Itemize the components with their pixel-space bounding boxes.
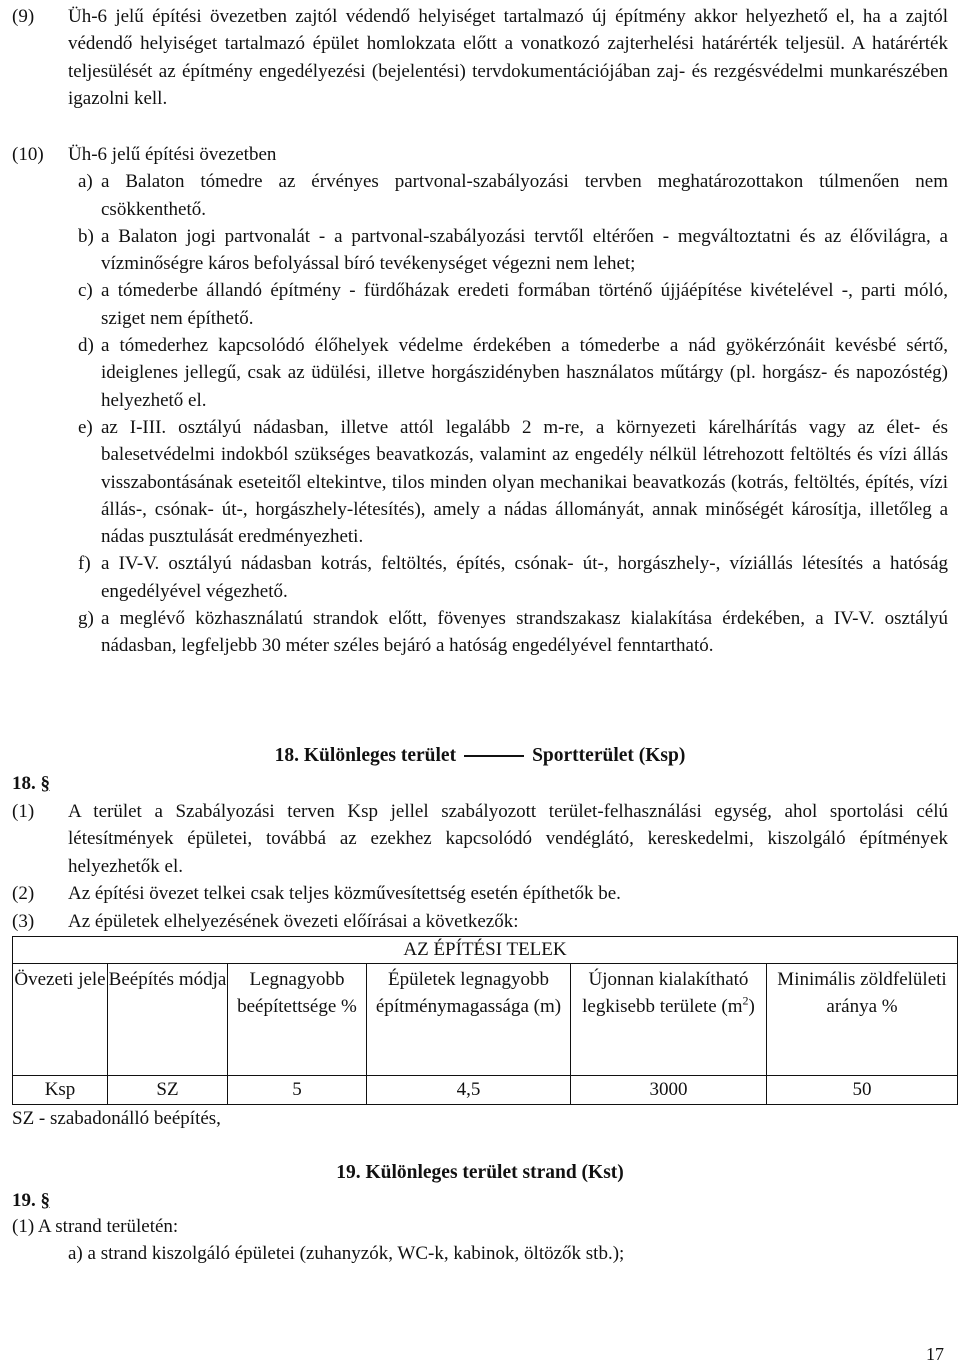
paragraph-number: (10) [12, 144, 44, 165]
zoning-table [12, 936, 958, 1105]
table-cell: Ksp [13, 1076, 108, 1105]
paragraph-text: A terület a Szabályozási terven Ksp jellel szabályozott terület-felhasználási egység, ahol sportolási célú létesítmények épületei, továbbá az ezekhez kapcsolódó vendéglátó, kereskedelmi, kiszolgáló építmények helyezhetők el. [68, 801, 948, 877]
section-19-number [12, 1187, 50, 1214]
table-header: Minimális zöldfelületi aránya % [767, 964, 958, 1076]
list-item-label: g) [78, 608, 94, 630]
list-item-text: a tómederbe állandó építmény - fürdőházak eredeti formában történő újjáépítése kivételével -, parti móló, sziget nem építhető. [101, 280, 948, 329]
section-19-heading: 19. Különleges terület strand (Kst) [336, 1162, 624, 1183]
paragraph-number: (9) [12, 6, 35, 27]
paragraph-text: Az építési övezet telkei csak teljes közművesítettség esetén építhetők be. [68, 883, 621, 904]
table-title: AZ ÉPÍTÉSI TELEK [13, 937, 958, 964]
list-item-text: a Balaton jogi partvonalát - a partvonal-szabályozási tervtől eltérően - megváltoztatni és az élővilágra, a vízminőségre káros befolyással bíró tevékenységet végezni nem lehet; [101, 225, 948, 275]
list-item-label: c) [78, 280, 93, 302]
paragraph-10 [12, 141, 948, 660]
table-header: Beépítés módja [108, 964, 228, 1076]
list-item-label: d) [78, 335, 94, 357]
section-18-paragraph-3 [12, 908, 948, 935]
table-header: Övezeti jele [13, 964, 108, 1076]
section-19-item-a: a) a strand kiszolgáló épületei (zuhanyzók, WC-k, kabinok, öltözők stb.); [68, 1243, 625, 1264]
list-item-label: b) [78, 225, 94, 247]
section-number: 18. [12, 773, 36, 794]
section-18-paragraph-2 [12, 880, 948, 907]
section-18-number [12, 770, 50, 797]
paragraph-intro: Üh-6 jelű építési övezetben [68, 144, 277, 165]
paragraph-9 [12, 3, 948, 112]
page-number: 17 [926, 1344, 944, 1364]
table-cell: 50 [767, 1076, 958, 1105]
heading-part-2: Sportterület (Ksp) [532, 745, 686, 766]
section-19-paragraph-1: (1) A strand területén: [12, 1216, 179, 1237]
list-item-label: a) [78, 171, 93, 193]
list-item-text: a IV-V. osztályú nádasban kotrás, feltöltés, építés, csónak- út-, horgászhely-, víziállás létesítés a hatóság engedélyével végezhető. [101, 553, 948, 602]
closing-paren: ) [748, 996, 755, 1018]
paragraph-number: (3) [12, 911, 35, 932]
list-item [68, 223, 948, 278]
table-cell: 3000 [571, 1076, 767, 1105]
heading-dash [464, 755, 524, 757]
table-row [13, 1076, 958, 1105]
paragraph-number: (2) [12, 883, 35, 904]
table-footnote: SZ - szabadonálló beépítés, [12, 1108, 221, 1129]
list-item [68, 277, 948, 332]
paragraph-text: Üh-6 jelű építési övezetben zajtól védendő helyiséget tartalmazó új építmény akkor helyezhető el, ha a zajtól védendő helyiséget tartalmazó épület homlokzata előtt a vonatkozó zajterhelési határérték teljesül. A határérték teljesülését az építmény engedélyezési (bejelentési) tervdokumentációjában zaj- és rezgésvédelmi munkarészében igazolni kell. [68, 6, 948, 109]
list-item [68, 414, 948, 550]
table-header: Épületek legnagyobb építménymagassága (m) [367, 964, 571, 1076]
paragraph-symbol: § [40, 1190, 50, 1211]
paragraph-text: Az épületek elhelyezésének övezeti előírásai a következők: [68, 911, 519, 932]
list-item-text: a Balaton tómedre az érvényes partvonal-szabályozási tervben meghatározottakon túlmenően nem csökkenthető. [101, 171, 948, 220]
table-cell: 4,5 [367, 1076, 571, 1105]
paragraph-number: (1) [12, 801, 35, 822]
list-item [68, 168, 948, 223]
table-cell: SZ [108, 1076, 228, 1105]
list-item-label: e) [78, 416, 93, 438]
section-18-paragraph-1 [12, 798, 948, 880]
table-cell: 5 [228, 1076, 367, 1105]
list-item-text: az I-III. osztályú nádasban, illetve attól legalább 2 m-re, a környezeti kárelhárítás vagy az élet- és balesetvédelmi indokból szükséges beavatkozás, valamint az engedély nélkül létrehozott feltöltés és vízi állás visszabontásának eseteitől eltekintve, tilos minden olyan mechanikai beavatkozás (kotrás, feltöltés, építés, vízi állás-, csónak- út-, horgászhely-létesítés), amely a nádas állományát, annak minőségét károsítja, illetőleg a nádas pusztulását eredményezheti. [101, 416, 948, 548]
paragraph-symbol: § [40, 773, 50, 794]
list-item [68, 550, 948, 605]
list-item [68, 332, 948, 414]
superscript: 2 [742, 993, 749, 1008]
table-header [571, 964, 767, 1076]
list-item-text: a meglévő közhasználatú strandok előtt, fövenyes strandszakasz kialakítása érdekében, a IV-V. osztályú nádasban, legfeljebb 30 méter széles bejáró a hatóság engedélyével fenntartható. [101, 608, 948, 657]
section-18-heading [0, 742, 960, 769]
table-header: Legnagyobb beépítettsége % [228, 964, 367, 1076]
table-header-text: Újonnan kialakítható legkisebb területe (m [582, 969, 749, 1018]
list-item-text: a tómederhez kapcsolódó élőhelyek védelme érdekében a tómederbe a nád gyökérzónáit kevésbé sértő, ideiglenes jellegű, csak az üdülési, illetve horgászidényben használatos műtárgy (pl. horgász- és napozóstég) helyezhető el. [101, 335, 948, 411]
list-item-label: f) [78, 553, 91, 575]
heading-part-1: 18. Különleges terület [274, 745, 457, 766]
section-number: 19. [12, 1190, 36, 1211]
list-item [68, 605, 948, 660]
